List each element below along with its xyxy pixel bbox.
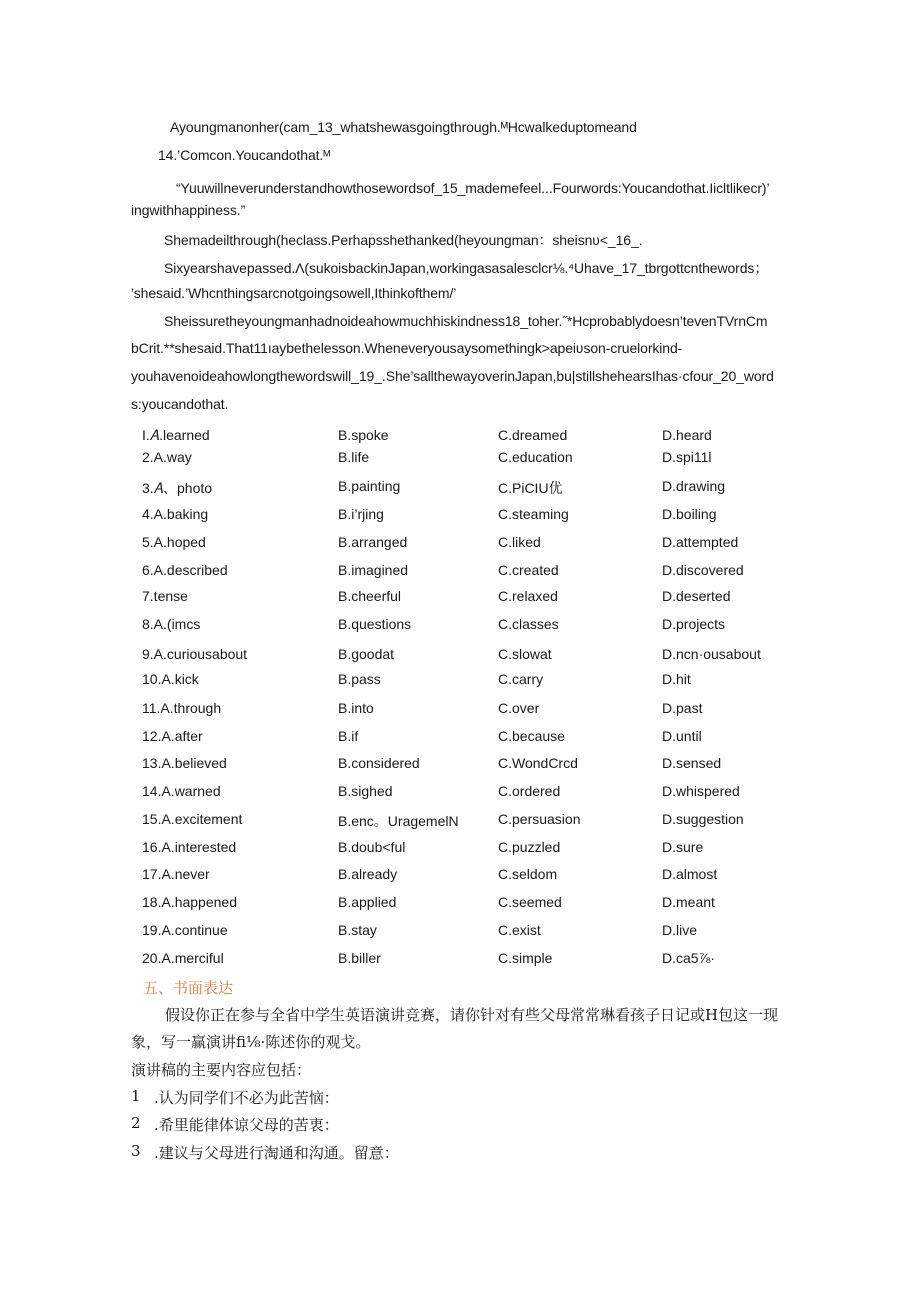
option-c: C.because	[498, 728, 565, 744]
option-d: D.suggestion	[662, 811, 744, 827]
passage-line: ’shesaid.’Whcnthingsarcnotgoingsowell,Ithinkofthem/’	[131, 285, 457, 301]
options-row	[0, 478, 920, 498]
option-a: 12.A.after	[142, 728, 203, 744]
option-b: B.doub<ful	[338, 839, 406, 855]
option-b: B.already	[338, 866, 398, 882]
passage-line: Sheissuretheyoungmanhadnoideahowmuchhiskindness18_toher.˝*Hcprobablydoesn’tevenTVrnCm	[164, 313, 768, 329]
option-a: 5.A.hoped	[142, 534, 206, 550]
passage-line: Shemadeilthrough(heclass.Perhapsshethanked(heyoungman：sheisnʋ<_16_.	[164, 232, 643, 248]
option-d: D.whispered	[662, 783, 740, 799]
option-a: 7.tense	[142, 588, 188, 604]
passage-line: youhavenoideahowlongthewordswill_19_.She’sallthewayoverinJapan,bu|stillshehearsIhas·cfour_20_word	[131, 368, 774, 384]
option-d: D.boiling	[662, 506, 717, 522]
option-d: D.discovered	[662, 562, 744, 578]
option-b: B.i’rjing	[338, 506, 384, 522]
option-a: 17.A.never	[142, 866, 210, 882]
option-b: B.goodat	[338, 646, 395, 662]
passage-line: bCrit.**shesaid.That11ıaybethelesson.Wheneveryousaysomethingk>apeiʋson-cruelorkind-	[131, 340, 683, 356]
options-row	[0, 700, 920, 720]
option-a: 6.A.described	[142, 562, 228, 578]
option-c: C.dreamed	[498, 427, 568, 443]
option-b: B.pass	[338, 671, 381, 687]
option-a: 10.A.kick	[142, 671, 199, 687]
point-text: .希里能律体谅父母的苦衷：	[154, 1116, 339, 1134]
option-d: D.attempted	[662, 534, 739, 550]
option-c: C.created	[498, 562, 559, 578]
point-number: 3	[131, 1142, 141, 1160]
option-b: B.considered	[338, 755, 420, 771]
option-c: C.persuasion	[498, 811, 581, 827]
option-c: C.seldom	[498, 866, 558, 882]
options-row	[0, 427, 920, 447]
option-c: C.steaming	[498, 506, 569, 522]
option-d: D.until	[662, 728, 702, 744]
options-row	[0, 616, 920, 636]
option-a: 16.A.interested	[142, 839, 237, 855]
option-a: 9.A.curiousabout	[142, 646, 248, 662]
option-b: B.sighed	[338, 783, 393, 799]
point-text: .建议与父母进行淘通和沟通。留意：	[154, 1144, 399, 1162]
option-a: 14.A.warned	[142, 783, 221, 799]
option-d: D.ncn·ousabout	[662, 646, 761, 662]
section-heading: 五、书面表达	[143, 979, 234, 997]
content-intro: 演讲稿的主要内容应包括：	[131, 1061, 312, 1079]
passage-line: ingwithhappiness.”	[131, 202, 246, 218]
writing-prompt: 象，写一赢演讲fi⅛·陈述你的观戈。	[131, 1033, 371, 1051]
passage-line: s:youcandothat.	[131, 396, 229, 412]
option-d: D.sure	[662, 839, 704, 855]
option-a: 2.A.way	[142, 449, 192, 465]
option-d: D.hit	[662, 671, 691, 687]
option-a: 4.A.baking	[142, 506, 209, 522]
option-a: 8.A.(imcs	[142, 616, 201, 632]
option-d: D.heard	[662, 427, 712, 443]
option-c: C.over	[498, 700, 540, 716]
options-row	[0, 562, 920, 582]
option-b: B.into	[338, 700, 374, 716]
options-row	[0, 866, 920, 886]
option-b: B.life	[338, 449, 370, 465]
point-number: 1	[131, 1087, 141, 1105]
options-row	[0, 894, 920, 914]
option-a: 13.A.believed	[142, 755, 227, 771]
option-d: D.sensed	[662, 755, 722, 771]
option-c: C.liked	[498, 534, 541, 550]
option-a: 20.A.merciful	[142, 950, 224, 966]
option-a: I.𝐴.learned	[142, 427, 210, 443]
option-c: C.puzzled	[498, 839, 561, 855]
option-b: B.biller	[338, 950, 381, 966]
option-b: B.applied	[338, 894, 397, 910]
options-row	[0, 755, 920, 775]
option-d: D.meant	[662, 894, 715, 910]
option-d: D.ca5⅞·	[662, 950, 715, 966]
option-a: 11.A.through	[142, 700, 222, 716]
options-row	[0, 646, 920, 666]
option-b: B.arranged	[338, 534, 408, 550]
option-d: D.projects	[662, 616, 726, 632]
option-c: C.relaxed	[498, 588, 558, 604]
passage-line: “Yuuwillneverunderstandhowthosewordsof_15_mademefeel...Fourwords:Youcandothat.Iicltlikecr)’	[176, 180, 770, 196]
options-row	[0, 950, 920, 970]
option-c: C.slowat	[498, 646, 552, 662]
option-b: B.spoke	[338, 427, 389, 443]
options-row	[0, 728, 920, 748]
point-text: .认为同学们不必为此苦恼：	[154, 1089, 339, 1107]
option-b: B.cheerful	[338, 588, 402, 604]
option-a: 18.A.happened	[142, 894, 237, 910]
writing-prompt: 假设你正在参与全省中学生英语演讲竞赛，请你针对有些父母常常琳看孩子日记或H包这一现	[165, 1006, 779, 1024]
option-a: 19.A.continue	[142, 922, 228, 938]
option-c: C.ordered	[498, 783, 561, 799]
option-b: B.questions	[338, 616, 412, 632]
option-c: C.seemed	[498, 894, 562, 910]
option-c: C.carry	[498, 671, 544, 687]
option-d: D.past	[662, 700, 703, 716]
options-row	[0, 449, 920, 469]
option-b: B.if	[338, 728, 359, 744]
options-row	[0, 671, 920, 691]
passage-line: 14.’Comcon.Youcandothat.ᴹ	[158, 147, 331, 163]
option-c: C.education	[498, 449, 573, 465]
options-row	[0, 534, 920, 554]
options-row	[0, 506, 920, 526]
option-c: C.simple	[498, 950, 553, 966]
options-row	[0, 922, 920, 942]
option-a: 15.A.excitement	[142, 811, 243, 827]
options-row	[0, 811, 920, 831]
options-row	[0, 588, 920, 608]
option-d: D.live	[662, 922, 698, 938]
passage-line: Sixyearshavepassed.Λ(sukoisbackinJapan,workingasasalesclcr⅛.⁴Uhave_17_tbrgottcnthewords；	[164, 260, 769, 276]
option-b: B.imagined	[338, 562, 409, 578]
option-d: D.almost	[662, 866, 718, 882]
option-d: D.deserted	[662, 588, 731, 604]
option-a: 3.𝐴、photo	[142, 480, 213, 496]
options-row	[0, 783, 920, 803]
option-b: B.stay	[338, 922, 377, 938]
option-b: B.painting	[338, 478, 401, 494]
option-d: D.drawing	[662, 478, 726, 494]
option-c: C.PiCIU优	[498, 480, 563, 496]
option-b: B.enc。UragemelN	[338, 813, 459, 829]
point-number: 2	[131, 1114, 141, 1132]
option-c: C.exist	[498, 922, 541, 938]
option-c: C.classes	[498, 616, 559, 632]
passage-line: Ayoungmanonher(cam_13_whatshewasgoingthrough.ᴹHcwalkeduptomeand	[170, 119, 637, 135]
option-d: D.spi11l	[662, 449, 712, 465]
option-c: C.WondCrcd	[498, 755, 578, 771]
options-row	[0, 839, 920, 859]
